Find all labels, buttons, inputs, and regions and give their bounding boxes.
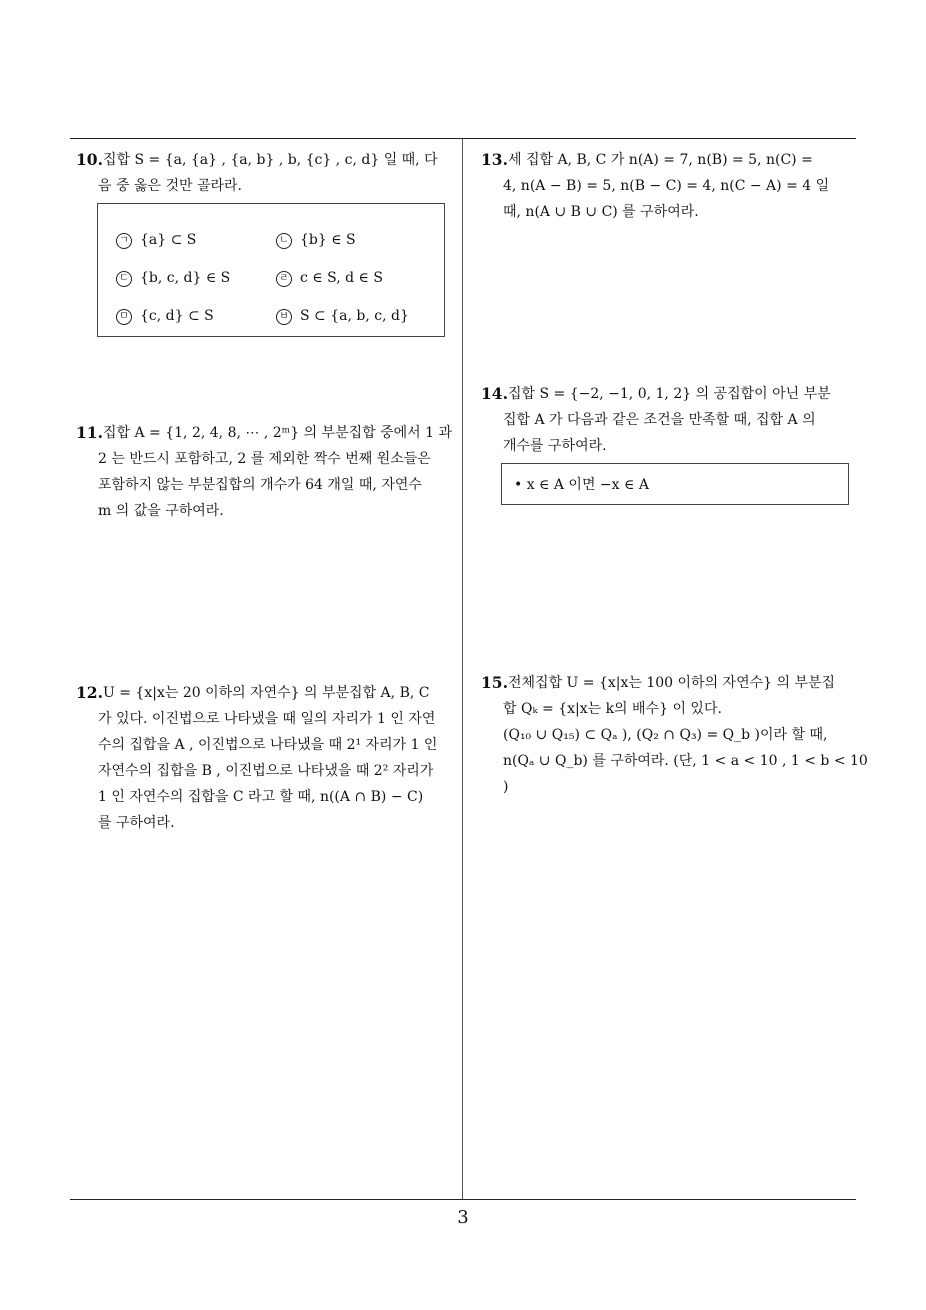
problem-number: 11. [76, 423, 103, 442]
problem-11 [76, 420, 458, 524]
problem-text-line: 가 있다. 이진법으로 나타냈을 때 일의 자리가 1 인 자연 [98, 711, 436, 727]
choice-text: S ⊂ {a, b, c, d} [300, 308, 409, 324]
choice-marker: ㄷ [116, 271, 132, 287]
problem-text-line: U = {x|x는 20 이하의 자연수} 의 부분집합 A, B, C [103, 685, 430, 701]
choice-marker: ㅂ [276, 309, 292, 325]
problem-number: 12. [76, 683, 103, 702]
condition-text: • x ∈ A 이면 −x ∈ A [514, 477, 649, 493]
problem-text-line: 세 집합 A, B, C 가 n(A) = 7, n(B) = 5, n(C) = [508, 152, 813, 168]
choice-text: {b} ∈ S [300, 232, 356, 248]
problem-13 [481, 147, 859, 225]
choice-marker: ㄹ [276, 271, 292, 287]
problem-text-line: 자연수의 집합을 B , 이진법으로 나타냈을 때 2² 자리가 [98, 763, 434, 779]
choice-text: {c, d} ⊂ S [140, 308, 214, 324]
choice-text: {b, c, d} ∈ S [140, 270, 231, 286]
choice-item [276, 308, 409, 325]
choices-box [97, 203, 445, 337]
problem-text-line: 1 인 자연수의 집합을 C 라고 할 때, n((A ∩ B) − C) [98, 789, 424, 805]
column-divider [462, 139, 463, 1200]
condition-box [501, 463, 849, 505]
choice-item [116, 308, 214, 325]
choice-text: {a} ⊂ S [140, 232, 197, 248]
top-rule [70, 138, 856, 139]
problem-10 [76, 147, 458, 199]
bottom-rule [70, 1199, 856, 1200]
choice-marker: ㄱ [116, 233, 132, 249]
problem-text-line: 2 는 반드시 포함하고, 2 를 제외한 짝수 번째 원소들은 [98, 451, 431, 467]
problem-text-line: 개수를 구하여라. [503, 438, 607, 454]
problem-text-line: (Q₁₀ ∪ Q₁₅) ⊂ Qₐ ), (Q₂ ∩ Q₃) = Q_b )이라 할 때, [503, 727, 828, 743]
problem-number: 10. [76, 150, 103, 169]
problem-number: 13. [481, 150, 508, 169]
problem-text-line: 집합 S = {−2, −1, 0, 1, 2} 의 공집합이 아닌 부분 [508, 386, 831, 402]
problem-text-line: n(Qₐ ∪ Q_b) 를 구하여라. (단, 1 < a < 10 , 1 < b < 10 [503, 753, 868, 769]
problem-text-line: m 의 값을 구하여라. [98, 503, 224, 519]
problem-text-line: 포함하지 않는 부분집합의 개수가 64 개일 때, 자연수 [98, 477, 422, 493]
problem-number: 14. [481, 384, 508, 403]
problem-text-line: ) [503, 779, 509, 795]
problem-text-line: 수의 집합을 A , 이진법으로 나타냈을 때 2¹ 자리가 1 인 [98, 737, 438, 753]
choice-item [116, 232, 196, 249]
problem-text-line: 집합 A 가 다음과 같은 조건을 만족할 때, 집합 A 의 [503, 412, 816, 428]
problem-text-line: 전체집합 U = {x|x는 100 이하의 자연수} 의 부분집 [508, 675, 836, 691]
choice-item [116, 270, 230, 287]
page-number: 3 [457, 1207, 469, 1228]
problem-text-line: 집합 A = {1, 2, 4, 8, ⋯ , 2ᵐ} 의 부분집합 중에서 1 과 [103, 425, 453, 441]
problem-text-line: 음 중 옳은 것만 골라라. [98, 178, 242, 194]
problem-14 [481, 381, 859, 459]
problem-text-line: 때, n(A ∪ B ∪ C) 를 구하여라. [503, 204, 699, 220]
choice-marker: ㄴ [276, 233, 292, 249]
problem-text-line: 를 구하여라. [98, 815, 175, 831]
choice-marker: ㅁ [116, 309, 132, 325]
problem-12 [76, 680, 458, 836]
problem-text-line: 4, n(A − B) = 5, n(B − C) = 4, n(C − A) = 4 일 [503, 178, 830, 194]
choice-item [276, 232, 356, 249]
problem-15 [481, 670, 868, 800]
problem-text-line: 집합 S = {a, {a} , {a, b} , b, {c} , c, d} 일 때, 다 [103, 152, 438, 168]
problem-number: 15. [481, 673, 508, 692]
choice-item [276, 270, 383, 287]
problem-text-line: 합 Qₖ = {x|x는 k의 배수} 이 있다. [503, 701, 722, 717]
choice-text: c ∈ S, d ∈ S [300, 270, 383, 286]
